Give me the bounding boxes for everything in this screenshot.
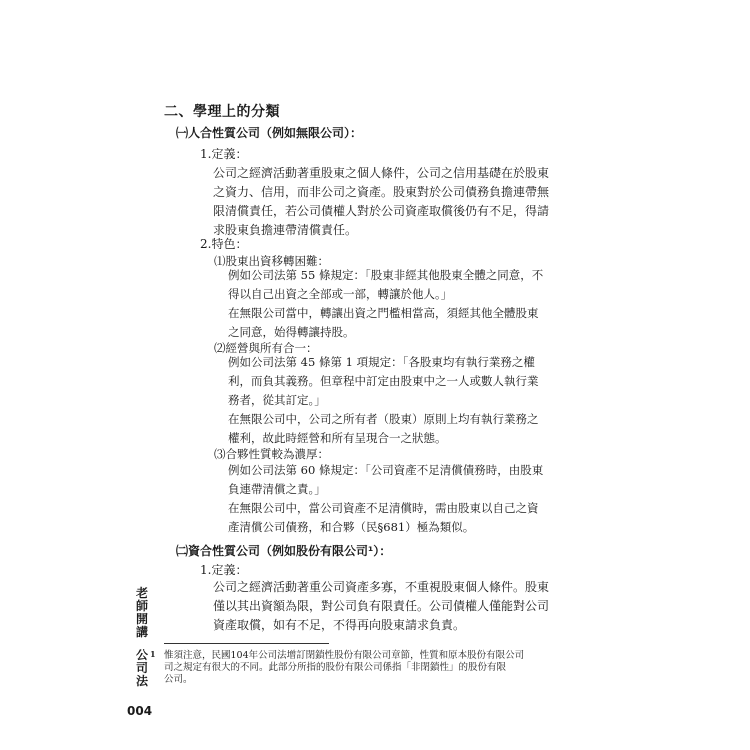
footnote-rule	[164, 643, 329, 644]
text-line: 僅以其出資額為限，對公司負有限責任。公司債權人僅能對公司	[213, 599, 550, 613]
part2-heading: ㈡資合性質公司（例如股份有限公司¹）：	[176, 544, 392, 558]
part1-definition-label: 1.定義：	[200, 147, 248, 161]
text-line: 務者，從其訂定。」	[228, 393, 326, 407]
footnote-line: 公司。	[164, 674, 193, 685]
text-line: 例如公司法第 45 條第 1 項規定：「各股東均有執行業務之權	[228, 355, 535, 369]
series-char: 講	[135, 625, 148, 639]
text-line: 例如公司法第 55 條規定：「股東非經其他股東全體之同意，不	[228, 268, 544, 282]
text-line: 公司之經濟活動著重公司資產多寡，不重視股東個人條件。股東	[213, 580, 550, 594]
text-line: 之資力、信用，而非公司之資產。股東對於公司債務負擔連帶無	[213, 185, 550, 199]
part1-features-label: 2.特色：	[200, 237, 248, 251]
text-line: 例如公司法第 60 條規定：「公司資產不足清償債務時，由股東	[228, 463, 544, 477]
text-line: 在無限公司當中，轉讓出資之門檻相當高，須經其他全體股東	[228, 306, 539, 320]
text-line: 公司之經濟活動著重股東之個人條件，公司之信用基礎在於股東	[213, 166, 550, 180]
text-line: 在無限公司中，公司之所有者（股東）原則上均有執行業務之	[228, 412, 539, 426]
text-line: 限清償責任，若公司債權人對於公司資產取償後仍有不足，得請	[213, 204, 550, 218]
text-line: 之同意，始得轉讓持股。	[228, 325, 355, 339]
feature-title: ⑶合夥性質較為濃厚：	[214, 447, 329, 461]
footnote-line: 司之規定有很大的不同。此部分所指的股份有限公司係指「非閉鎖性」的股份有限	[164, 662, 507, 673]
part1-heading: ㈠人合性質公司（例如無限公司）：	[176, 126, 363, 140]
footnote	[150, 649, 564, 686]
series-char: 師	[135, 599, 148, 613]
subject-char: 法	[135, 674, 148, 688]
part2-definition-label: 1.定義：	[200, 563, 248, 577]
page-number: 004	[127, 704, 153, 718]
text-line: 產清償公司債務，和合夥（民§681）極為類似。	[228, 520, 475, 534]
subject-char: 司	[135, 661, 148, 675]
feature-title: ⑴股東出資移轉困難：	[214, 254, 329, 268]
text-line: 資產取償，如有不足，不得再向股東請求負責。	[213, 618, 466, 632]
feature-text	[228, 353, 588, 448]
feature-text	[228, 461, 588, 537]
text-line: 負連帶清償之責。」	[228, 482, 326, 496]
text-line: 得以自己出資之全部或一部，轉讓於他人。」	[228, 287, 453, 301]
feature-text	[228, 266, 588, 342]
series-char: 老	[135, 586, 148, 600]
section-heading: 二、學理上的分類	[164, 104, 280, 120]
series-title	[134, 587, 150, 639]
text-line: 利，而負其義務。但章程中訂定由股東中之一人或數人執行業	[228, 374, 539, 388]
text-line: 權利，故此時經營和所有呈現合一之狀態。	[228, 431, 447, 445]
subject-title	[134, 649, 150, 688]
part1-definition-text	[213, 164, 593, 240]
footnote-line: 惟須注意，民國104年公司法增訂閉鎖性股份有限公司章節，性質和原本股份有限公司	[164, 650, 525, 661]
series-char: 開	[135, 612, 148, 626]
text-line: 求股東負擔連帶清償責任。	[213, 223, 358, 237]
subject-char: 公	[135, 648, 148, 662]
footnote-mark: 1	[150, 649, 156, 659]
feature-title: ⑵經營與所有合一：	[214, 341, 318, 355]
text-line: 在無限公司中，當公司資產不足清償時，需由股東以自己之資	[228, 501, 539, 515]
part2-definition-text	[213, 578, 593, 635]
